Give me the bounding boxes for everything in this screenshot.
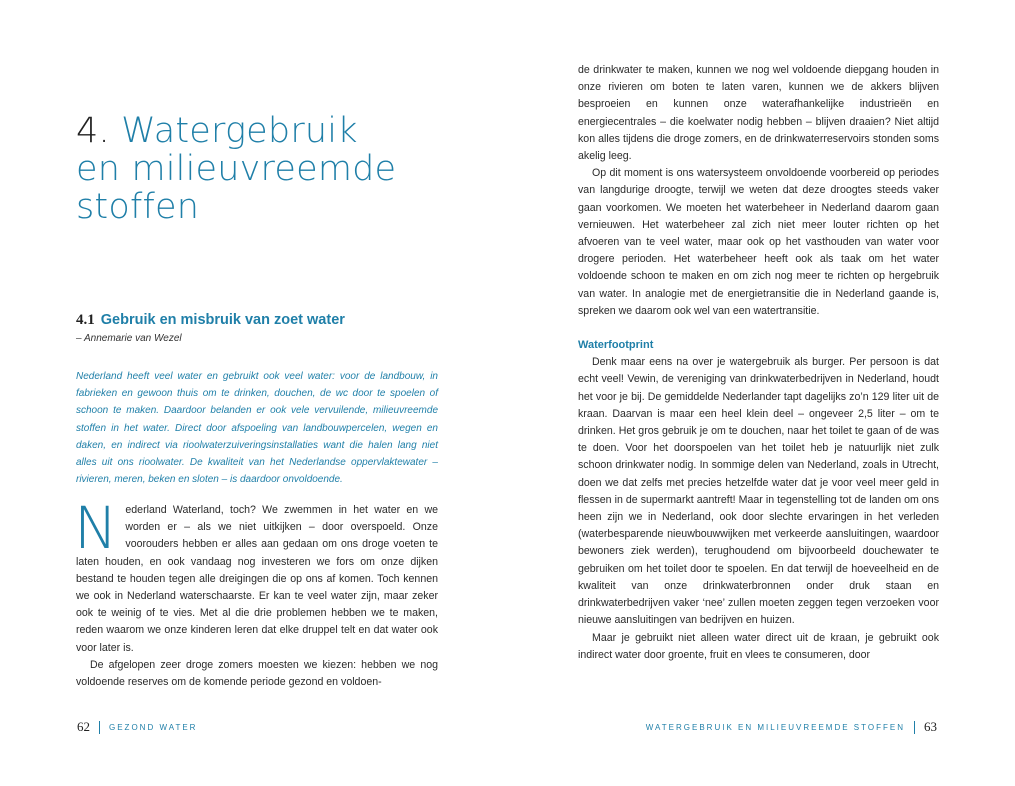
paragraph: de drinkwater te maken, kunnen we nog wel voldoende diepgang houden in onze rivieren om boten te laten varen, kunnen we de akkers blijven besproeien en kunnen onze waterafhankelijke industrieën en energiecentrales – die koelwater nodig hebben – blijven draaien? Niet altijd kon alles tijdens die droge zomers, en de drinkwaterreservoirs stonden soms akelig leeg. [578,64,939,163]
paragraph: Op dit moment is ons watersysteem onvoldoende voorbereid op periodes van langdurige droogte, terwijl we weten dat deze droogtes steeds vaker gaan voorkomen. We moeten het waterbeheer in Nederland daarom gaan vernieuwen. Het waterbeheer zal zich niet meer louter richten op het afvoeren van te veel water, maar ook op het vasthouden van water voor drogere perioden. Het waterbeheer heeft ook als taak om het water voldoende schoon te maken en om zich nog meer te richten op hergebruik van water. In analogie met de energietransitie die in Nederland gaande is, spreken we daarom ook wel van een watertransitie. [578,167,939,317]
running-head: GEZOND WATER [109,722,198,732]
folio-divider [914,721,915,734]
drop-cap: N [74,494,118,562]
body-text-right [578,62,939,664]
folio-right [646,719,937,735]
subheading-waterfootprint: Waterfootprint [578,339,654,352]
paragraph: Nederland Waterland, toch? We zwemmen in het water en we worden er – als we niet uitkijken – door overspoeld. Onze voorouders hebben er alles aan gedaan om ons droge voeten te laten houden, en ook vandaag nog investeren we fors om onze dijken bestand te houden tegen alle dreigingen die op ons af komen. Toch kennen we ook in Nederland waterschaarste. Er kan te veel water zijn, maar zeker ook te weinig of te vies. Met al die drie problemen hebben we te maken, reden waarom we onze kinderen leren dat elke druppel telt en dat water ook voor later is. [74,494,438,654]
paragraph: Maar je gebruikt niet alleen water direct uit de kraan, je gebruikt ook indirect water door groente, fruit en vlees te consumeren, door [578,631,939,661]
left-page [0,0,507,786]
section-heading [76,312,456,329]
intro-paragraph: Nederland heeft veel water en gebruikt ook veel water: voor de landbouw, in fabrieken en gewoon thuis om te drinken, douchen, de wc door te spoelen of schoon te maken. Daardoor belanden er ook vele vervuilende, milieuvreemde stoffen in het water. Direct door afspoeling van landbouwpercelen, wegen en daken, en indirect via rioolwaterzuiveringsinstallaties want die halen lang niet alles uit ons rioolwater. De kwaliteit van het Nederlandse oppervlaktewater – rivieren, meren, beken en sloten – is daardoor onvoldoende. [76,371,438,486]
section-number: 4.1 [76,312,95,328]
page-number: 63 [924,719,937,734]
chapter-title-line2: en milieuvreemde [76,149,397,189]
section-title: Gebruik en misbruik van zoet water [100,312,345,328]
section-author: – Annemarie van Wezel [76,333,182,344]
chapter-title-line3: stoffen [76,187,200,227]
folio-divider [99,721,100,734]
folio-left [77,719,197,735]
page-number: 62 [77,719,90,734]
paragraph: De afgelopen zeer droge zomers moesten we kiezen: hebben we nog voldoende reserves om de komende periode gezond en voldoen- [76,658,438,689]
chapter-number: 4. [76,111,110,151]
chapter-title-line1: Watergebruik [121,111,358,151]
running-head: WATERGEBRUIK EN MILIEUVREEMDE STOFFEN [645,722,905,732]
paragraph: Denk maar eens na over je watergebruik als burger. Per persoon is dat echt veel! Vewin, de vereniging van drinkwaterbedrijven in Nederland, houdt het voor je bij. De gemiddelde Nederlander tapt dagelijks zo’n 129 liter uit de kraan. Daarvan is maar een heel klein deel – ongeveer 2,5 liter – om te drinken. Het gros gebruik je om te douchen, naar het toilet te gaan of de was te doen. Voor het doorspoelen van het toilet heb je natuurlijk niet zulk schoon drinkwater nodig. In sommige delen van Nederland, zoals in Utrecht, doen we dat zelfs met precies hetzelfde water dat je voor veel meer geld in flessen in de supermarkt aantreft! Maar in tegenstelling tot de landen om ons heen zijn we in Nederland, ook door slechte ervaringen in het verleden (waterbesparende nieuwbouwwijken met verkeerde aansluitingen, waardoor bewoners ziek werden), terughoudend om bijvoorbeeld douchewater te gebruiken om het toilet door te spoelen. En dat terwijl de hoeveelheid en de kwaliteit van onze drinkwaterbronnen onder druk staan en drinkwaterbedrijven vaker ‘nee’ zullen moeten zeggen tegen verzoeken voor nieuwe aansluitingen van bedrijven en huizen. [578,356,939,627]
body-text-left [74,494,438,691]
chapter-title [76,112,456,226]
